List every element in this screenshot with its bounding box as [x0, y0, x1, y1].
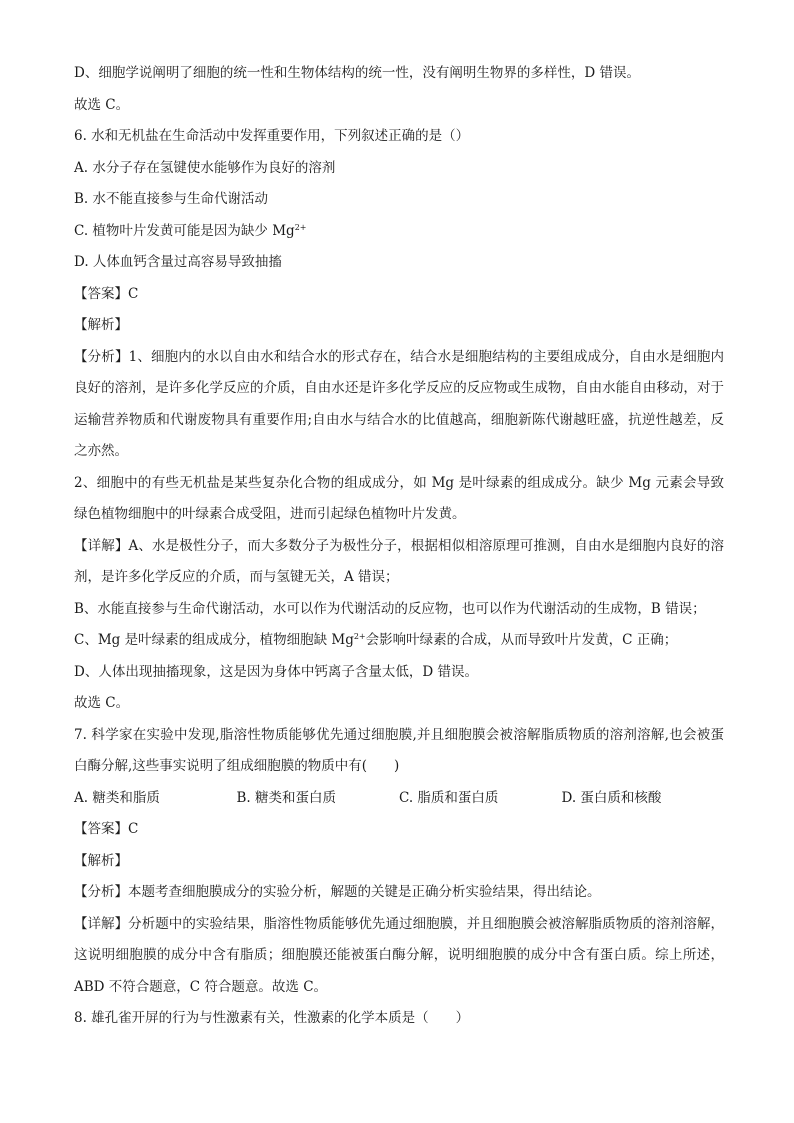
- q7-option-b: B. 糖类和蛋白质: [236, 789, 337, 806]
- q6-option-c: [74, 216, 724, 248]
- q7-analysis: 【分析】本题考查细胞膜成分的实验分析，解题的关键是正确分析实验结果，得出结论。: [74, 884, 601, 900]
- q6-option-c-superscript: 2+: [294, 222, 307, 232]
- q6-analysis-title: 【解析】: [74, 317, 128, 333]
- q6-answer: 【答案】C: [74, 285, 139, 302]
- q6-analysis-paragraph-2: 2、细胞中的有些无机盐是某些复杂化合物的组成成分，如 Mg 是叶绿素的组成成分。缺少 Mg 元素会导致绿色植物细胞中的叶绿素合成受阻，进而引起绿色植物叶片发黄。: [74, 474, 724, 522]
- q6-detail-c-text-before: C、Mg 是叶绿素的组成成分，植物细胞缺 Mg: [74, 632, 354, 648]
- q6-detail-d: D、人体出现抽搐现象，这是因为身体中钙离子含量太低，D 错误。: [74, 663, 478, 680]
- q7-options-row: [74, 783, 724, 815]
- q7-option-d: D. 蛋白质和核酸: [561, 789, 662, 806]
- q6-detail-c: [74, 625, 724, 657]
- q5-option-d-explanation: D、细胞学说阐明了细胞的统一性和生物体结构的统一性，没有阐明生物界的多样性，D 错误。: [74, 65, 640, 81]
- q7-analysis-title: 【解析】: [74, 852, 128, 869]
- document-page: [74, 58, 724, 1035]
- q5-conclusion: 故选 C。: [74, 96, 130, 113]
- q7-option-c: C. 脂质和蛋白质: [399, 789, 499, 806]
- q6-detail-c-superscript: 2+: [353, 632, 366, 641]
- q6-option-a: A. 水分子存在氢键使水能够作为良好的溶剂: [74, 159, 336, 176]
- q6-detail-b: B、水能直接参与生命代谢活动，水可以作为代谢活动的反应物，也可以作为代谢活动的生成物，B 错误；: [74, 600, 706, 617]
- q7-option-a: A. 糖类和脂质: [74, 789, 160, 806]
- q6-option-b: B. 水不能直接参与生命代谢活动: [74, 191, 269, 207]
- q6-option-d: D. 人体血钙含量过高容易导致抽搐: [74, 254, 282, 270]
- q7-detail: 【详解】分析题中的实验结果，脂溶性物质能够优先通过细胞膜，并且细胞膜会被溶解脂质物质的溶剂溶解，这说明细胞膜的成分中含有脂质；细胞膜还能被蛋白酶分解，说明细胞膜的成分中含有蛋白质。综上所述，ABD 不符合题意，C 符合题意。故选 C。: [74, 915, 724, 995]
- q6-conclusion: 故选 C。: [74, 695, 130, 711]
- q6-detail-a: 【详解】A、水是极性分子，而大多数分子为极性分子，根据相似相溶原理可推测，自由水是细胞内良好的溶剂，是许多化学反应的介质，而与氢键无关，A 错误；: [74, 537, 724, 585]
- q8-stem: 8. 雄孔雀开屏的行为与性激素有关，性激素的化学本质是（ ）: [74, 1010, 470, 1026]
- q7-stem: 7. 科学家在实验中发现,脂溶性物质能够优先通过细胞膜,并且细胞膜会被溶解脂质物质的溶剂溶解,也会被蛋白酶分解,这些事实说明了组成细胞膜的物质中有( ): [74, 726, 724, 774]
- q6-stem: 6. 水和无机盐在生命活动中发挥重要作用，下列叙述正确的是（）: [74, 128, 470, 144]
- q6-detail-c-text-after: 会影响叶绿素的合成，从而导致叶片发黄，C 正确；: [365, 632, 678, 648]
- q7-answer: 【答案】C: [74, 821, 139, 837]
- q6-option-c-text: C. 植物叶片发黄可能是因为缺少 Mg: [74, 222, 295, 239]
- q6-analysis-paragraph-1: 【分析】1、细胞内的水以自由水和结合水的形式存在，结合水是细胞结构的主要组成成分，自由水是细胞内良好的溶剂，是许多化学反应的介质，自由水还是许多化学反应的反应物或生成物，自由水能自由移动，对于运输营养物质和代谢废物具有重要作用;自由水与结合水的比值越高，细胞新陈代谢越旺盛，抗逆性越差，反之亦然。: [74, 348, 724, 459]
